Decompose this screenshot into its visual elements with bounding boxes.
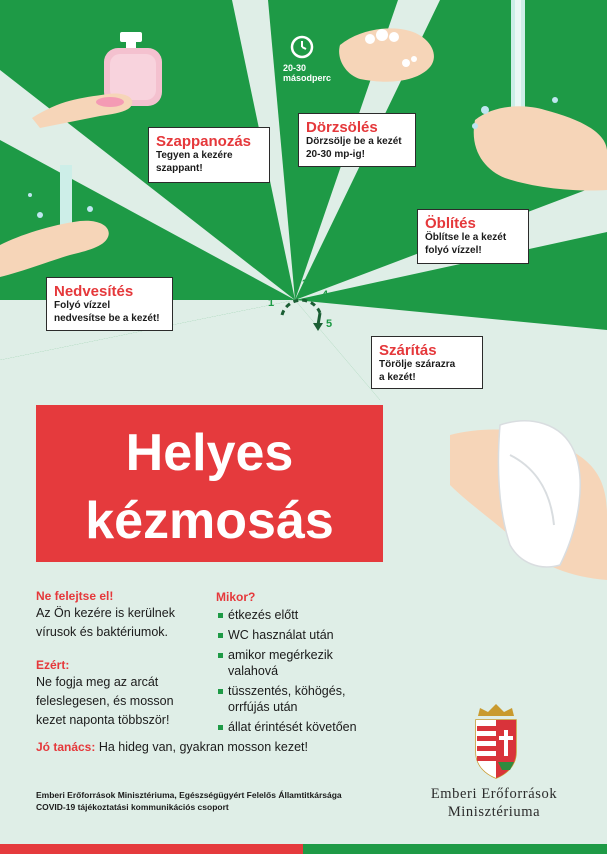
water-tap-icon	[455, 0, 607, 200]
step-title: Szárítás	[379, 342, 437, 359]
step-title: Nedvesítés	[54, 283, 134, 300]
bottom-stripe-green	[303, 844, 607, 854]
list-item-text: állat érintését követően	[228, 720, 357, 734]
step-desc: Öblítse le a kezét	[425, 232, 507, 243]
list-item	[216, 607, 396, 623]
step-desc: Dörzsölje be a kezét	[306, 136, 402, 147]
why-heading: Ezért:	[36, 658, 70, 672]
step-number: 4	[322, 289, 329, 301]
step-desc: Tegyen a kezére	[156, 150, 233, 161]
tip-text: Ha hideg van, gyakran mosson kezet!	[98, 740, 308, 754]
title-line: Helyes	[125, 424, 294, 482]
footer-line: COVID-19 tájékoztatási kommunikációs csoport	[36, 802, 229, 812]
step-drying	[371, 336, 483, 389]
step-rinsing	[417, 209, 529, 264]
list-item	[216, 683, 396, 715]
list-item-text: orrfújás után	[228, 700, 298, 714]
why-text: feleslegesen, és mosson	[36, 694, 174, 708]
list-item-text: tüsszentés, köhögés,	[228, 684, 346, 698]
step-desc: nedvesítse be a kezét!	[54, 312, 160, 324]
bottom-stripe-red	[0, 844, 303, 854]
step-title: Dörzsölés	[306, 119, 378, 136]
step-desc: szappant!	[156, 162, 203, 174]
why-text: Ne fogja meg az arcát	[36, 675, 159, 689]
step-desc: a kezét!	[379, 371, 416, 383]
step-wetting	[46, 277, 173, 331]
poster-title	[36, 405, 383, 562]
step-title: Öblítés	[425, 215, 476, 232]
list-item-text: étkezés előtt	[228, 608, 299, 622]
step-number: 3	[302, 278, 309, 290]
remember-text: vírusok és baktériumok.	[36, 625, 168, 639]
ministry-name	[405, 785, 583, 821]
when-heading: Mikor?	[216, 590, 256, 604]
when-list	[216, 590, 396, 739]
step-soaping	[148, 127, 270, 183]
tip-label: Jó tanács:	[36, 740, 96, 754]
towel-icon	[450, 395, 607, 580]
hands-icon	[330, 15, 450, 95]
step-number: 1	[268, 297, 275, 309]
coat-of-arms-icon	[470, 702, 522, 780]
info-left	[36, 589, 211, 730]
ministry-line: Minisztériuma	[447, 804, 541, 820]
ministry-line: Emberi Erőforrások	[430, 786, 558, 802]
clock-icon	[289, 34, 315, 60]
footer-credit	[36, 789, 366, 813]
tip	[36, 740, 308, 755]
footer-line: Emberi Erőforrások Minisztériuma, Egészségügyért Felelős Államtitkársága	[36, 790, 342, 800]
step-desc: folyó vízzel!	[425, 244, 482, 256]
step-number: 2	[283, 281, 290, 293]
list-item	[216, 627, 396, 643]
remember-text: Az Ön kezére is kerülnek	[36, 606, 175, 620]
list-item-text: WC használat után	[228, 628, 334, 642]
step-desc: Folyó vízzel	[54, 300, 111, 311]
list-item	[216, 647, 396, 679]
water-tap-icon	[0, 165, 120, 295]
remember-heading: Ne felejtse el!	[36, 589, 114, 603]
soap-dispenser-icon	[30, 28, 170, 128]
list-item-text: valahová	[228, 664, 279, 678]
step-desc: 20-30 mp-ig!	[306, 148, 365, 160]
timer-unit: másodperc	[283, 73, 332, 83]
step-number: 5	[326, 318, 333, 330]
step-rubbing	[298, 113, 416, 167]
why-text: kezet naponta többször!	[36, 713, 170, 727]
step-title: Szappanozás	[156, 133, 252, 150]
list-item-text: amikor megérkezik	[228, 648, 333, 662]
list-item	[216, 719, 396, 735]
step-desc: Törölje szárazra	[379, 359, 456, 370]
timer-value: 20-30	[283, 63, 307, 73]
title-line: kézmosás	[85, 492, 334, 550]
